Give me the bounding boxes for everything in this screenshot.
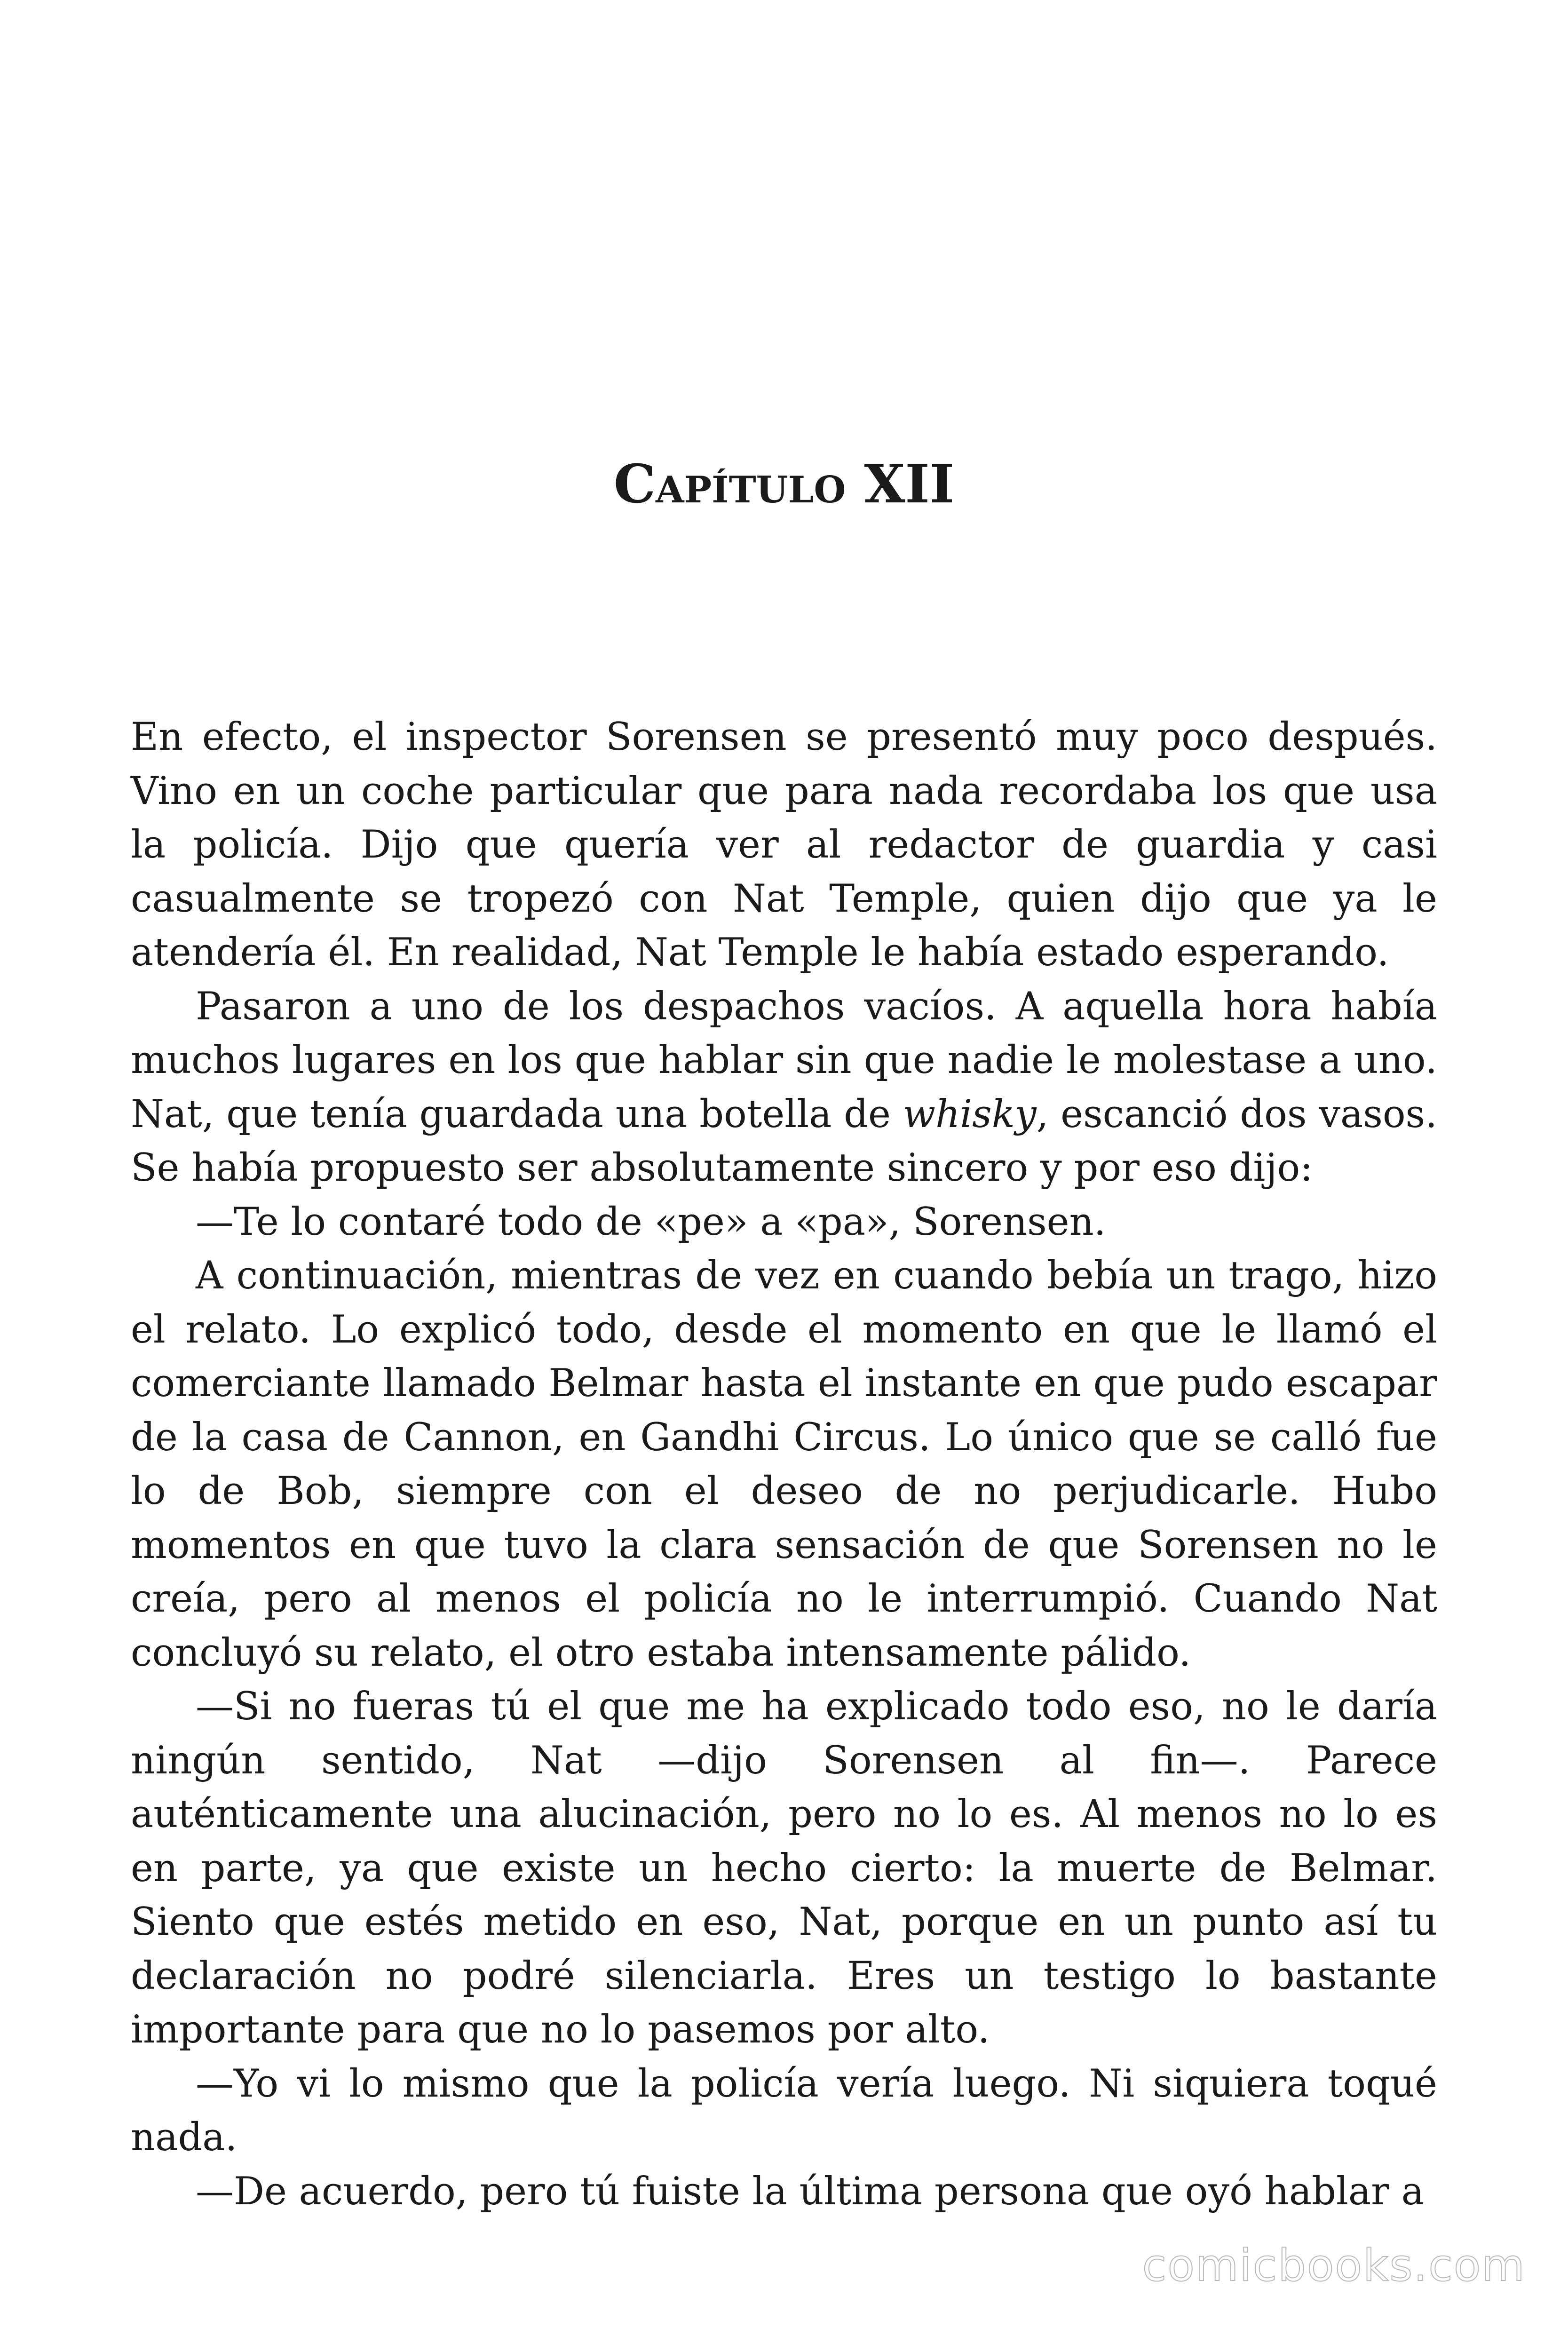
paragraph-2-italic: whisky	[903, 1092, 1037, 1136]
paragraph-2	[131, 980, 1437, 1195]
chapter-heading	[0, 452, 1568, 517]
paragraph-3: —Te lo contaré todo de «pe» a «pa», Sorensen.	[196, 1200, 1106, 1244]
paragraph-7: —De acuerdo, pero tú fuiste la última persona que oyó hablar a	[196, 2169, 1424, 2214]
paragraph-1: En efecto, el inspector Sorensen se presentó muy poco después. Vino en un coche particular que para nada recordaba los que usa la policía. Dijo que quería ver al redactor de guardia y casi casualmente se tropezó con Nat Temple, quien dijo que ya le atendería él. En realidad, Nat Temple le había estado esperando.	[131, 715, 1437, 975]
chapter-label: Capítulo	[613, 453, 846, 515]
chapter-number: XII	[864, 453, 955, 515]
paragraph-6: —Yo vi lo mismo que la policía vería luego. Ni siquiera toqué nada.	[131, 2061, 1437, 2160]
paragraph-2-before: Pasaron a uno de los despachos vacíos. A aquella hora había muchos lugares en los que hablar sin que nadie le molestase a uno. Nat, que tenía guardada una botella de	[131, 984, 1437, 1136]
chapter-body	[131, 710, 1437, 2218]
paragraph-2-after: , escanció dos vasos. Se había propuesto ser absolutamente sincero y por eso dijo:	[131, 1092, 1437, 1190]
paragraph-5: —Si no fueras tú el que me ha explicado todo eso, no le daría ningún sentido, Nat —dijo Sorensen al fin—. Parece auténticamente una alucinación, pero no lo es. Al menos no lo es en parte, ya que existe un hecho cierto: la muerte de Belmar. Siento que estés metido en eso, Nat, porque en un punto así tu declaración no podré silenciarla. Eres un testigo lo bastante importante para que no lo pasemos por alto.	[131, 1685, 1437, 2052]
watermark-logo: comicbooks.com	[1142, 2240, 1526, 2291]
paragraph-4: A continuación, mientras de vez en cuando bebía un trago, hizo el relato. Lo explicó todo, desde el momento en que le llamó el comerciante llamado Belmar hasta el instante en que pudo escapar de la casa de Cannon, en Gandhi Circus. Lo único que se calló fue lo de Bob, siempre con el deseo de no perjudicarle. Hubo momentos en que tuvo la clara sensación de que Sorensen no le creía, pero al menos el policía no le interrumpió. Cuando Nat concluyó su relato, el otro estaba intensamente pálido.	[131, 1254, 1437, 1675]
